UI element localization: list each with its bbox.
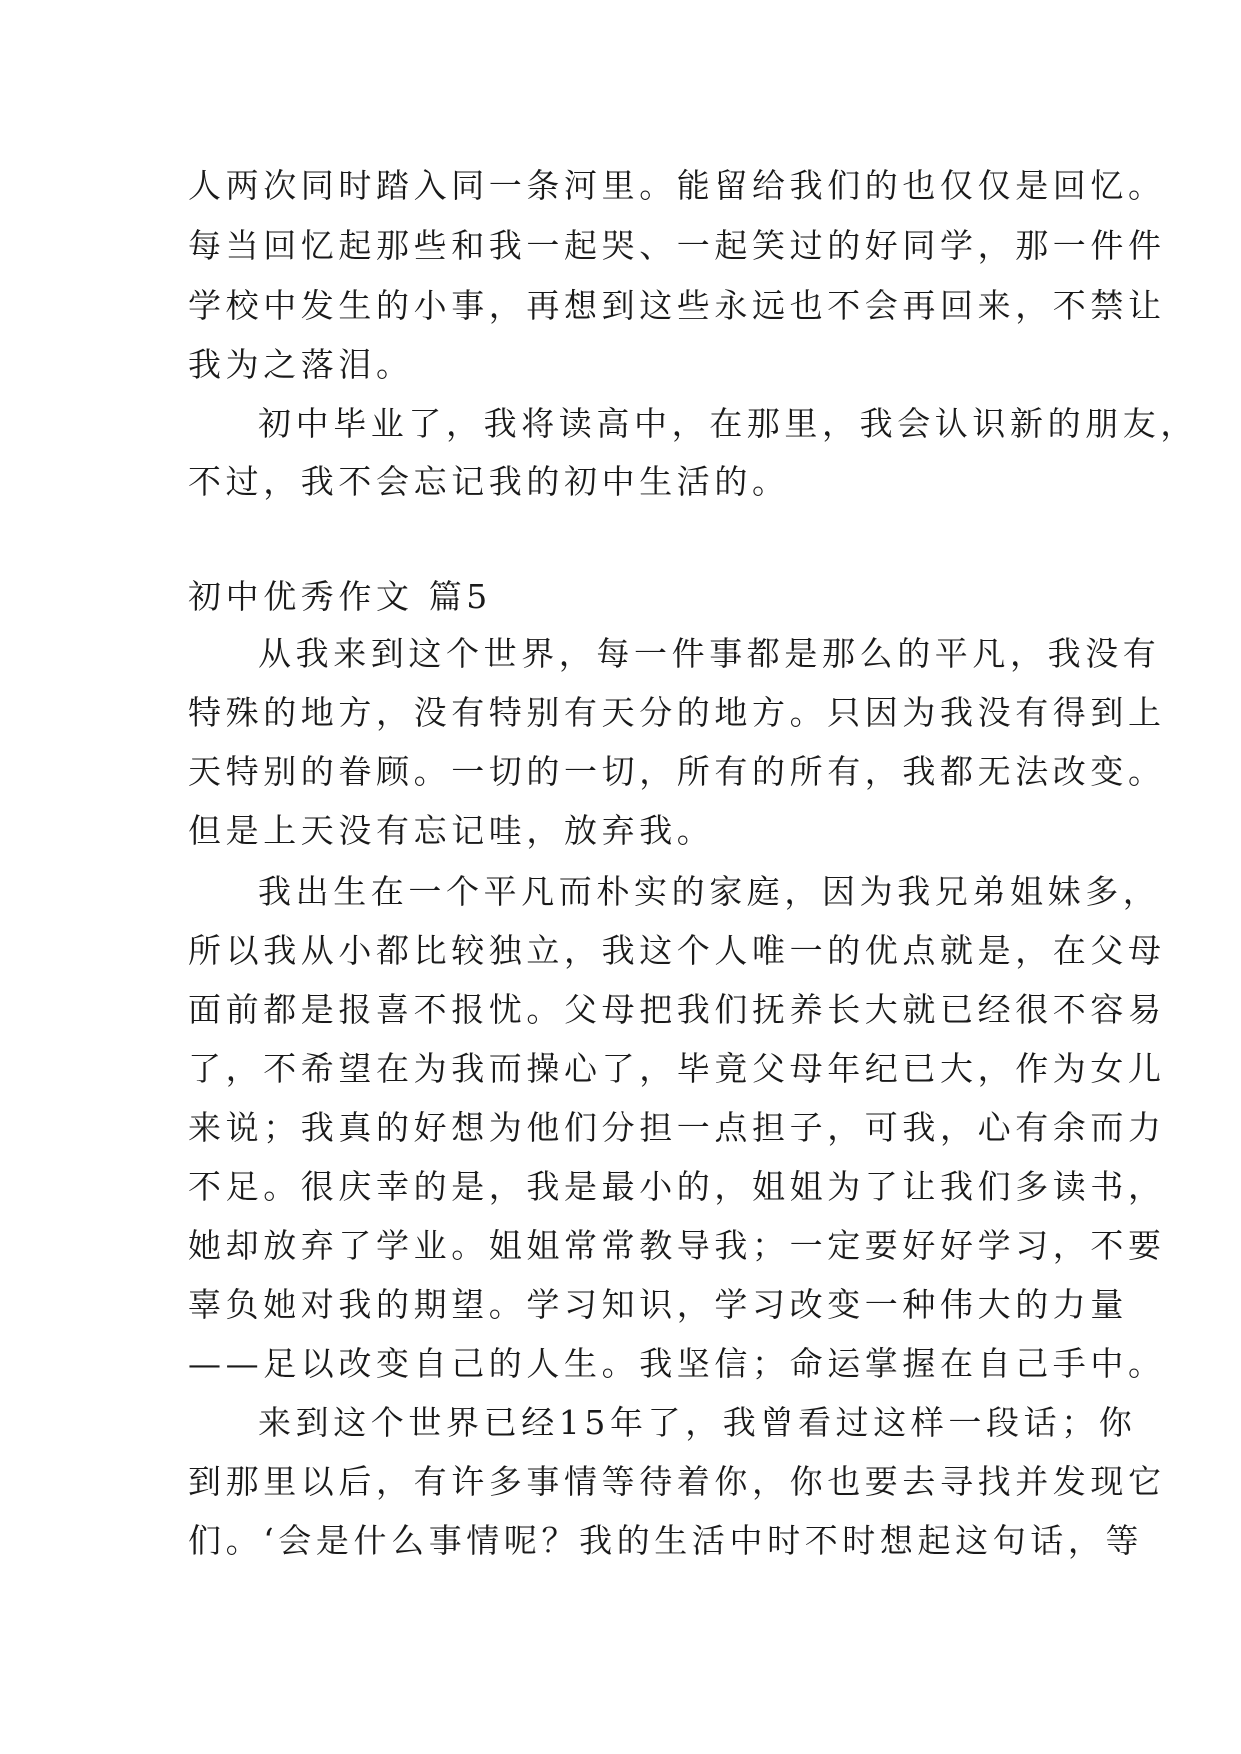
text-line: 特殊的地方，没有特别有天分的地方。只因为我没有得到上 (188, 693, 1166, 732)
text-line: ——足以改变自己的人生。我坚信；命运掌握在自己手中。 (188, 1344, 1166, 1383)
text-line: 到那里以后，有许多事情等待着你，你也要去寻找并发现它 (188, 1462, 1166, 1501)
text-line: 所以我从小都比较独立，我这个人唯一的优点就是，在父母 (188, 931, 1166, 970)
text-line: 但是上天没有忘记哇，放弃我。 (188, 811, 715, 850)
paragraph-first-line: 初中毕业了，我将读高中，在那里，我会认识新的朋友， (258, 404, 1198, 443)
section-heading: 初中优秀作文 篇5 (188, 577, 492, 616)
text-line: 我为之落泪。 (188, 345, 414, 384)
text-line: 每当回忆起那些和我一起哭、一起笑过的好同学，那一件件 (188, 226, 1166, 265)
paragraph-first-line: 从我来到这个世界，每一件事都是那么的平凡，我没有 (258, 634, 1161, 673)
text-line: 面前都是报喜不报忧。父母把我们抚养长大就已经很不容易 (188, 990, 1166, 1029)
paragraph-first-line: 来到这个世界已经15年了，我曾看过这样一段话；你 (258, 1403, 1137, 1442)
text-line: 不足。很庆幸的是，我是最小的，姐姐为了让我们多读书， (188, 1167, 1166, 1206)
text-line: 了，不希望在为我而操心了，毕竟父母年纪已大，作为女儿 (188, 1049, 1166, 1088)
text-line: 们。‘会是什么事情呢？我的生活中时不时想起这句话，等 (188, 1521, 1144, 1560)
text-line: 不过，我不会忘记我的初中生活的。 (188, 462, 790, 501)
text-line: 人两次同时踏入同一条河里。能留给我们的也仅仅是回忆。 (188, 166, 1166, 205)
text-line: 她却放弃了学业。姐姐常常教导我；一定要好好学习，不要 (188, 1226, 1166, 1265)
text-line: 天特别的眷顾。一切的一切，所有的所有，我都无法改变。 (188, 752, 1166, 791)
text-line: 辜负她对我的期望。学习知识，学习改变一种伟大的力量 (188, 1285, 1128, 1324)
paragraph-first-line: 我出生在一个平凡而朴实的家庭，因为我兄弟姐妹多， (258, 872, 1161, 911)
text-line: 学校中发生的小事，再想到这些永远也不会再回来，不禁让 (188, 286, 1166, 325)
text-line: 来说；我真的好想为他们分担一点担子，可我，心有余而力 (188, 1108, 1166, 1147)
